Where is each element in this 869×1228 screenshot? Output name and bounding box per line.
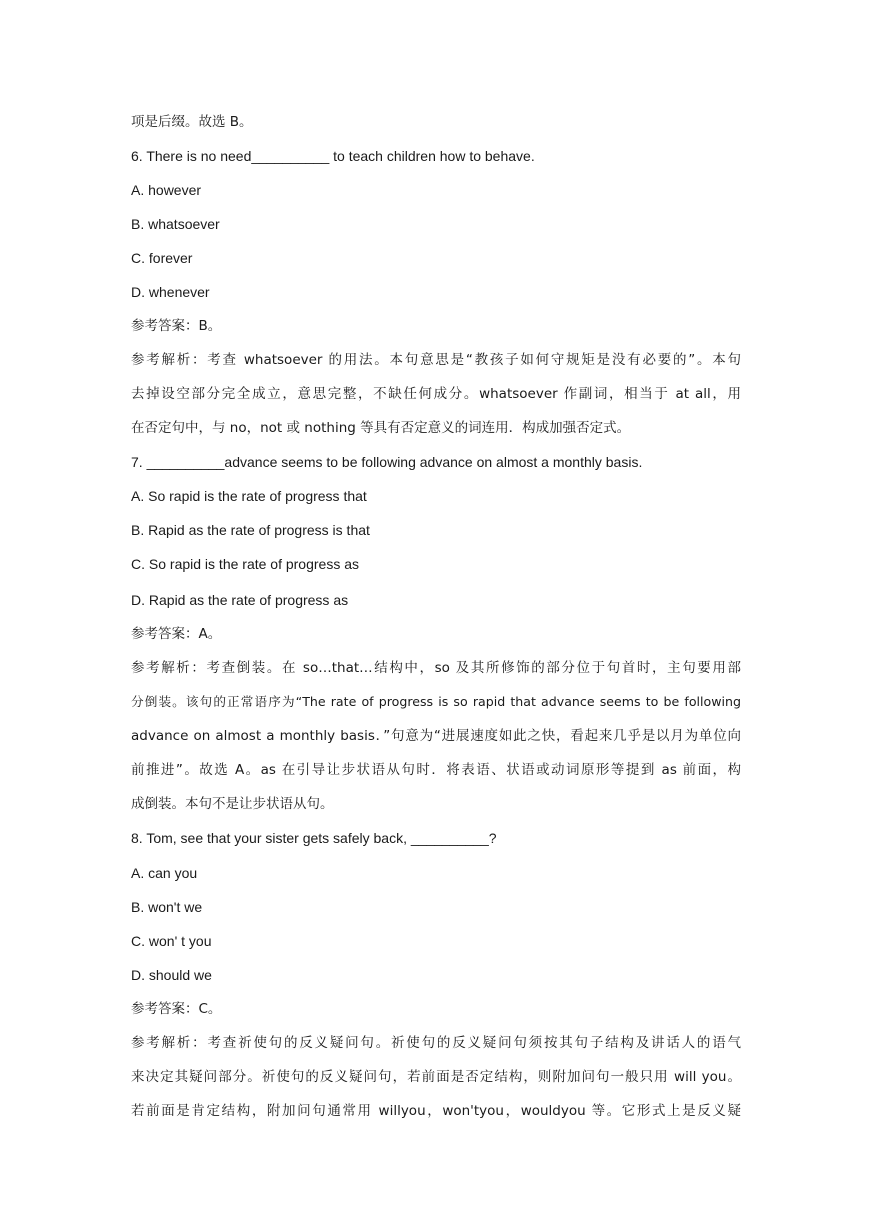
option-c: C. won' t you	[131, 933, 212, 949]
answer-6: 参考答案：B。	[131, 318, 222, 334]
option-a: A. however	[131, 182, 202, 198]
question-8: 8. Tom, see that your sister gets safely back, __________?	[131, 830, 497, 846]
explanation-line: 参考解析：考查 whatsoever 的用法。本句意思是“教孩子如何守规矩是没有必要的”。本句	[131, 352, 741, 368]
question-7: 7. __________advance seems to be following advance on almost a monthly basis.	[131, 454, 643, 470]
explanation-line: advance on almost a monthly basis．”句意为“进展速度如此之快，看起来几乎是以月为单位向	[131, 728, 741, 744]
text-line: 项是后缀。故选 B。	[131, 114, 253, 130]
option-a: A. can you	[131, 865, 198, 881]
explanation-line: 分倒装。该句的正常语序为“The rate of progress is so rapid that advance seems to be following	[131, 694, 741, 709]
explanation-line: 来决定其疑问部分。祈使句的反义疑问句，若前面是否定结构，则附加问句一般只用 will you。	[131, 1069, 741, 1085]
explanation-line: 成倒装。本句不是让步状语从句。	[131, 796, 334, 812]
option-b: B. Rapid as the rate of progress is that	[131, 522, 370, 538]
explanation-line: 参考解析：考查祈使句的反义疑问句。祈使句的反义疑问句须按其句子结构及讲话人的语气	[131, 1035, 741, 1051]
option-d: D. should we	[131, 967, 212, 983]
option-b: B. whatsoever	[131, 216, 220, 232]
option-c: C. So rapid is the rate of progress as	[131, 556, 359, 572]
question-6: 6. There is no need__________ to teach children how to behave.	[131, 148, 535, 164]
option-d: D. whenever	[131, 284, 210, 300]
option-b: B. won't we	[131, 899, 203, 915]
option-d: D. Rapid as the rate of progress as	[131, 592, 349, 608]
explanation-line: 在否定句中，与 no，not 或 nothing 等具有否定意义的词连用．构成加强否定式。	[131, 420, 631, 436]
explanation-line: 若前面是肯定结构，附加问句通常用 willyou，won'tyou，wouldyou 等。它形式上是反义疑	[131, 1103, 741, 1119]
explanation-line: 前推进”。故选 A。as 在引导让步状语从句时．将表语、状语或动词原形等提到 as 前面，构	[131, 762, 741, 778]
explanation-line: 去掉设空部分完全成立，意思完整，不缺任何成分。whatsoever 作副词，相当于 at all，用	[131, 386, 741, 402]
answer-7: 参考答案：A。	[131, 626, 222, 642]
option-a: A. So rapid is the rate of progress that	[131, 488, 367, 504]
explanation-line: 参考解析：考查倒装。在 so…that…结构中，so 及其所修饰的部分位于句首时，主句要用部	[131, 660, 741, 676]
option-c: C. forever	[131, 250, 193, 266]
answer-8: 参考答案：C。	[131, 1001, 222, 1017]
